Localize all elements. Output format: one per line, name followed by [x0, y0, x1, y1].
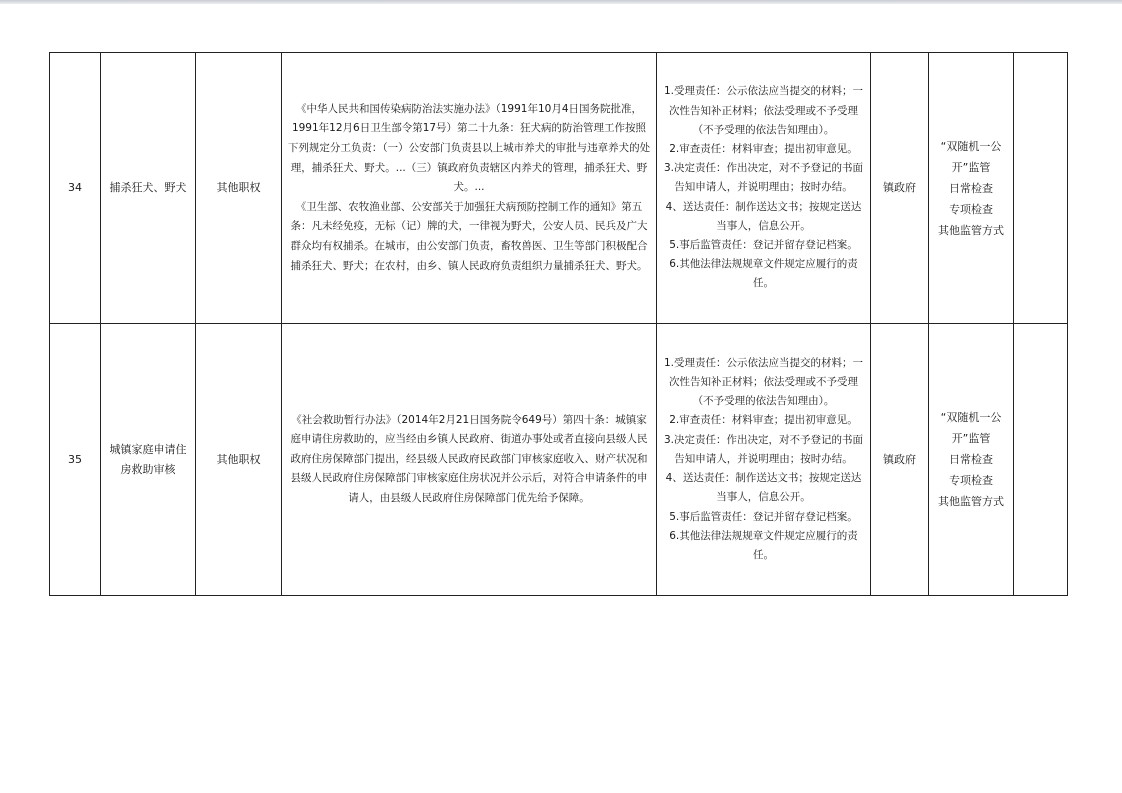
- power-category: 其他职权: [196, 324, 282, 596]
- responsibility-item: 6.其他法律法规规章文件规定应履行的责任。: [669, 258, 858, 290]
- responsibility-item: 6.其他法律法规规章文件规定应履行的责任。: [669, 529, 858, 561]
- responsibility-item: 3.决定责任：作出决定，对不予登记的书面告知申请人，并说明理由；按时办结。: [663, 162, 864, 194]
- scan-edge: [0, 0, 1122, 4]
- supervision-item: 日常检查: [949, 453, 993, 466]
- responsibility-item: 4、送达责任：制作送达文书；按规定送达当事人，信息公开。: [665, 200, 862, 232]
- supervision-item: “双随机一公开”监管: [940, 411, 1002, 445]
- responsibility-item: 2.审查责任：材料审查；提出初审意见。: [669, 414, 858, 427]
- row-number: 35: [50, 324, 101, 596]
- power-category: 其他职权: [196, 53, 282, 324]
- legal-basis: [282, 324, 657, 596]
- implementing-subject: 镇政府: [871, 324, 929, 596]
- table-row: [50, 53, 1068, 324]
- legal-basis: [282, 53, 657, 324]
- implementing-subject: 镇政府: [871, 53, 929, 324]
- supervision-item: 其他监管方式: [938, 495, 1004, 508]
- power-list-table: [49, 52, 1068, 596]
- responsibility-item: 1.受理责任：公示依法应当提交的材料；一次性告知补正材料；依法受理或不予受理（不予受理的依法告知理由）。: [663, 356, 864, 408]
- table-row: [50, 324, 1068, 596]
- basis-paragraph: 《中华人民共和国传染病防治法实施办法》（1991年10月4日国务院批准，1991年12月6日卫生部令第17号）第二十九条：狂犬病的防治管理工作按照下列规定分工负责：（一）公安部门负责县以上城市养犬的审批与违章养犬的处理，捕杀狂犬、野犬。...（三）镇政府负责辖区内养犬的管理，捕杀狂犬、野犬。...: [287, 102, 651, 194]
- row-number: 34: [50, 53, 101, 324]
- supervision-methods: [929, 324, 1014, 596]
- basis-paragraph: 《卫生部、农牧渔业部、公安部关于加强狂犬病预防控制工作的通知》第五条：凡未经免疫，无标（记）牌的犬，一律视为野犬，公安人员、民兵及广大群众均有权捕杀。在城市，由公安部门负责，畜牧兽医、卫生等部门积极配合捕杀狂犬、野犬；在农村，由乡、镇人民政府负责组织力量捕杀狂犬、野犬。: [290, 200, 648, 272]
- supervision-item: 专项检查: [949, 202, 993, 216]
- supervision-item: “双随机一公开”监管: [940, 139, 1002, 174]
- supervision-methods: [929, 53, 1014, 324]
- responsibility-list: [657, 324, 871, 596]
- remark: [1014, 53, 1068, 324]
- responsibility-item: 5.事后监管责任：登记并留存登记档案。: [669, 510, 858, 523]
- responsibility-item: 5.事后监管责任：登记并留存登记档案。: [669, 239, 858, 251]
- supervision-item: 日常检查: [949, 181, 993, 195]
- responsibility-list: [657, 53, 871, 324]
- responsibility-item: 2.审查责任：材料审查；提出初审意见。: [669, 142, 858, 155]
- item-name: 城镇家庭申请住房救助审核: [101, 324, 196, 596]
- responsibility-item: 1.受理责任：公示依法应当提交的材料；一次性告知补正材料；依法受理或不予受理（不予受理的依法告知理由）。: [663, 85, 864, 136]
- responsibility-item: 4、送达责任：制作送达文书；按规定送达当事人，信息公开。: [665, 472, 862, 504]
- responsibility-item: 3.决定责任：作出决定，对不予登记的书面告知申请人，并说明理由；按时办结。: [663, 433, 864, 465]
- basis-paragraph: 《社会救助暂行办法》（2014年2月21日国务院令649号）第四十条：城镇家庭申请住房救助的，应当经由乡镇人民政府、街道办事处或者直接向县级人民政府住房保障部门提出，经县级人民政府民政部门审核家庭收入、财产状况和县级人民政府住房保障部门审核家庭住房状况并公示后，对符合申请条件的申请人，由县级人民政府住房保障部门优先给予保障。: [290, 413, 648, 504]
- item-name: 捕杀狂犬、野犬: [101, 53, 196, 324]
- supervision-item: 其他监管方式: [938, 223, 1004, 237]
- supervision-item: 专项检查: [949, 474, 993, 487]
- remark: [1014, 324, 1068, 596]
